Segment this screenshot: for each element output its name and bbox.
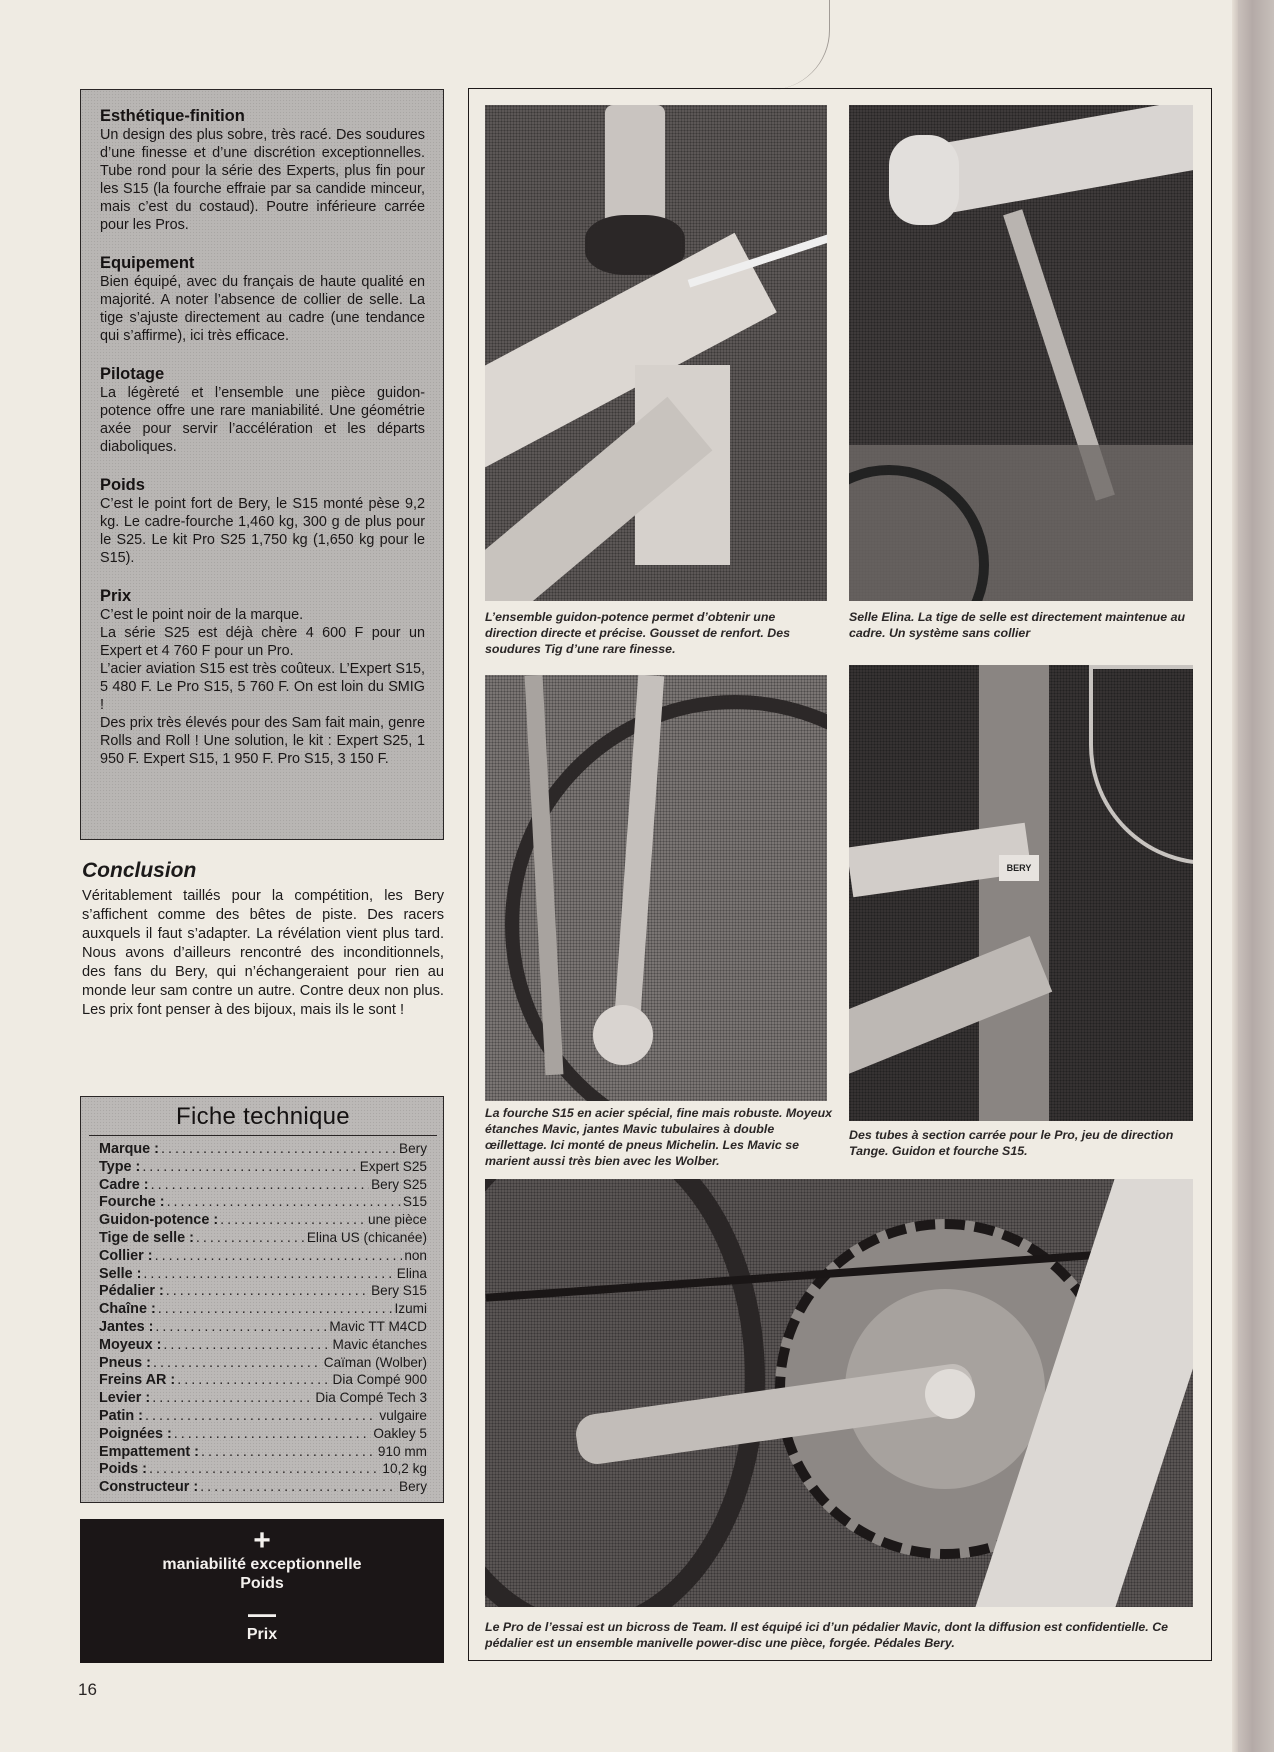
spec-label: Pédalier :: [99, 1283, 164, 1300]
spec-value: S15: [402, 1194, 427, 1210]
spec-row: [99, 1336, 427, 1354]
spec-value: Izumi: [394, 1301, 427, 1317]
spec-row: [99, 1176, 427, 1194]
photo-detail: [485, 1179, 765, 1607]
section-heading: Esthétique-finition: [100, 107, 245, 125]
spec-row: [99, 1140, 427, 1158]
dot-leader: [167, 1194, 401, 1212]
spec-label: Tige de selle :: [99, 1229, 194, 1246]
spec-label: Collier :: [99, 1247, 153, 1264]
plus-icon: +: [253, 1524, 271, 1557]
dot-leader: [149, 1461, 380, 1479]
spec-row: [99, 1371, 427, 1389]
spec-value: vulgaire: [379, 1407, 427, 1423]
spec-row: [99, 1389, 427, 1407]
spec-value: Expert S25: [359, 1158, 427, 1174]
spec-sheet: [80, 1096, 444, 1503]
dot-leader: [220, 1212, 366, 1230]
spec-row: [99, 1300, 427, 1318]
spec-row: [99, 1443, 427, 1461]
photo-frame-tubes: [849, 665, 1193, 1121]
verdict-box: [80, 1519, 444, 1663]
dot-leader: [143, 1266, 394, 1284]
photo-crankset: [485, 1179, 1193, 1607]
spec-row: [99, 1478, 427, 1496]
dot-leader: [196, 1230, 305, 1248]
spec-value: une pièce: [368, 1212, 427, 1228]
page-number: 16: [78, 1680, 97, 1699]
dot-leader: [161, 1141, 397, 1159]
photo-caption: Selle Elina. La tige de selle est directement maintenue au cadre. Un système sans collier: [849, 610, 1186, 640]
dot-leader: [145, 1408, 377, 1426]
spec-row: [99, 1425, 427, 1443]
spec-value: Caïman (Wolber): [323, 1354, 427, 1370]
spec-label: Jantes :: [99, 1318, 154, 1335]
photo-caption: L’ensemble guidon-potence permet d’obtenir une direction directe et précise. Gousset de renfort. Des soudures Tig d’une rare finesse.: [485, 610, 791, 656]
spec-label: Poids :: [99, 1461, 147, 1478]
dot-leader: [174, 1426, 372, 1444]
spec-value: Elina US (chicanée): [306, 1229, 427, 1245]
photo-saddle: [849, 105, 1193, 601]
dot-leader: [155, 1248, 403, 1266]
section-pilotage: [100, 364, 425, 456]
conclusion-text: Véritablement taillés pour la compétition, les Bery s’affichent comme des bêtes de piste. Des racers auxquels il faut s’adapter. La révélation vient plus tard. Nous avons d’ailleurs rencontré des inconditionnels, des fans du Bery, qui n’échangeraient pour rien au monde leur sam contre un autre. Contre deux non plus. Les prix font penser à des bijoux, mais ils le sont !: [82, 888, 444, 1018]
dot-leader: [200, 1479, 397, 1497]
conclusion: [82, 858, 444, 1020]
spec-label: Constructeur :: [99, 1479, 199, 1496]
minus-icon: —: [248, 1598, 276, 1629]
section-text: La légèreté et l’ensemble une pièce guidon-potence offre une rare maniabilité. Une géométrie axée pour servir l’accélération et les départs diaboliques.: [100, 385, 425, 455]
photo-caption: Le Pro de l’essai est un bicross de Team. Il est équipé ici d’un pédalier Mavic, dont la diffusion est confidentielle. Ce pédalier est un ensemble manivelle power-disc une pièce, forgée. Pédales Bery.: [485, 1620, 1169, 1650]
plus-item: maniabilité exceptionnelle: [162, 1556, 362, 1573]
spec-row: [99, 1211, 427, 1229]
minus-item: Prix: [246, 1626, 278, 1643]
section-heading: Equipement: [100, 254, 195, 272]
dot-leader: [153, 1355, 322, 1373]
spec-value: Dia Compé 900: [332, 1372, 427, 1388]
dot-leader: [177, 1372, 330, 1390]
plus-item: Poids: [240, 1575, 284, 1592]
section-heading: Pilotage: [100, 365, 165, 383]
photo-detail: [593, 1005, 653, 1065]
section-prix: [100, 586, 425, 768]
photo-detail: [605, 105, 665, 225]
spec-value: Oakley 5: [373, 1425, 427, 1441]
dot-leader: [142, 1159, 357, 1177]
spec-label: Levier :: [99, 1390, 151, 1407]
spec-label: Fourche :: [99, 1194, 165, 1211]
spec-label: Moyeux :: [99, 1336, 162, 1353]
section-poids: [100, 475, 425, 567]
spec-row: [99, 1460, 427, 1478]
section-heading: Poids: [100, 476, 145, 494]
spec-row: [99, 1158, 427, 1176]
spec-label: Type :: [99, 1158, 141, 1175]
section-esthetique: [100, 106, 425, 234]
spec-row: [99, 1407, 427, 1425]
spec-label: Pneus :: [99, 1354, 151, 1371]
photo-fork: [485, 675, 827, 1101]
photo-detail: [925, 1369, 975, 1419]
section-equipement: [100, 253, 425, 345]
spec-label: Freins AR :: [99, 1372, 176, 1389]
spec-value: non: [404, 1247, 427, 1263]
photo-head-tube: [485, 105, 827, 601]
photo-caption: La fourche S15 en acier spécial, fine mais robuste. Moyeux étanches Mavic, jantes Mavic tubulaires à double œillettage. Ici monté de pneus Michelin. Les Mavic se marient aussi très bien avec les Wolber.: [485, 1106, 833, 1168]
dot-leader: [155, 1319, 327, 1337]
spec-label: Cadre :: [99, 1176, 149, 1193]
dot-leader: [152, 1390, 313, 1408]
spec-row: [99, 1318, 427, 1336]
section-heading: Prix: [100, 587, 132, 605]
dot-leader: [201, 1444, 376, 1462]
spec-value: Dia Compé Tech 3: [315, 1390, 427, 1406]
spec-row: [99, 1282, 427, 1300]
dot-leader: [158, 1301, 393, 1319]
spec-value: 10,2 kg: [382, 1461, 427, 1477]
section-text: Un design des plus sobre, très racé. Des soudures d’une finesse et d’une discrétion exceptionnelles. Tube rond pour la série des Experts, plus fin pour les S15 (la fourche effraie par sa candide minceur, mais c’est du costaud). Poutre inférieure carrée pour les Pros.: [100, 127, 425, 233]
section-text: C’est le point fort de Bery, le S15 monté pèse 9,2 kg. Le cadre-fourche 1,460 kg, 300 g de plus pour le S25. Le kit Pro S25 1,750 kg (1,650 kg pour le S15).: [100, 496, 425, 566]
conclusion-heading: Conclusion: [82, 859, 197, 882]
spec-row: [99, 1247, 427, 1265]
spec-row: [99, 1354, 427, 1372]
spec-label: Guidon-potence :: [99, 1212, 219, 1229]
spec-value: Bery S25: [371, 1176, 427, 1192]
spec-value: Bery S15: [371, 1283, 427, 1299]
section-text: Bien équipé, avec du français de haute qualité en majorité. A noter l’absence de collier de selle. La tige s’ajuste directement au cadre (une tendance qui s’affirme), ici très efficace.: [100, 274, 425, 344]
spec-label: Selle :: [99, 1265, 142, 1282]
spec-sheet-title: Fiche technique: [89, 1100, 437, 1136]
photo-detail: [979, 665, 1049, 1121]
dot-leader: [163, 1337, 330, 1355]
spec-value: Bery: [399, 1479, 427, 1495]
spec-label: Chaîne :: [99, 1301, 156, 1318]
spec-value: 910 mm: [377, 1443, 427, 1459]
review-summary-box: [80, 89, 444, 840]
spec-label: Empattement :: [99, 1443, 199, 1460]
spec-label: Patin :: [99, 1407, 143, 1424]
section-text: C’est le point noir de la marque. La série S25 est déjà chère 4 600 F pour un Expert et 4 760 F pour un Pro. L’acier aviation S15 est très coûteux. L’Expert S15, 5 480 F. Le Pro S15, 5 760 F. On est loin du SMIG ! Des prix très élevés pour des Sam fait main, genre Rolls and Roll ! Une solution, le kit : Expert S25, 1 950 F. Expert S15, 1 950 F. Pro S15, 3 150 F.: [100, 607, 425, 767]
spec-row: [99, 1265, 427, 1283]
next-page-edge: [1238, 0, 1274, 1752]
spec-value: Elina: [396, 1265, 427, 1281]
photo-frame: [468, 88, 1212, 1661]
photo-detail: [889, 135, 959, 225]
photo-detail: BERY: [999, 855, 1039, 881]
spec-row: [99, 1229, 427, 1247]
spec-rows: [99, 1140, 427, 1496]
spec-row: [99, 1193, 427, 1211]
dot-leader: [151, 1177, 369, 1195]
photo-detail: [1089, 665, 1193, 865]
spec-value: Mavic étanches: [332, 1336, 427, 1352]
spec-value: Bery: [399, 1141, 427, 1156]
spec-label: Poignées :: [99, 1425, 172, 1442]
dot-leader: [166, 1283, 369, 1301]
photo-caption: Des tubes à section carrée pour le Pro, jeu de direction Tange. Guidon et fourche S15.: [849, 1128, 1174, 1158]
spec-label: Marque :: [99, 1141, 159, 1157]
page-fold-mark: [770, 0, 830, 90]
spec-value: Mavic TT M4CD: [329, 1318, 427, 1334]
